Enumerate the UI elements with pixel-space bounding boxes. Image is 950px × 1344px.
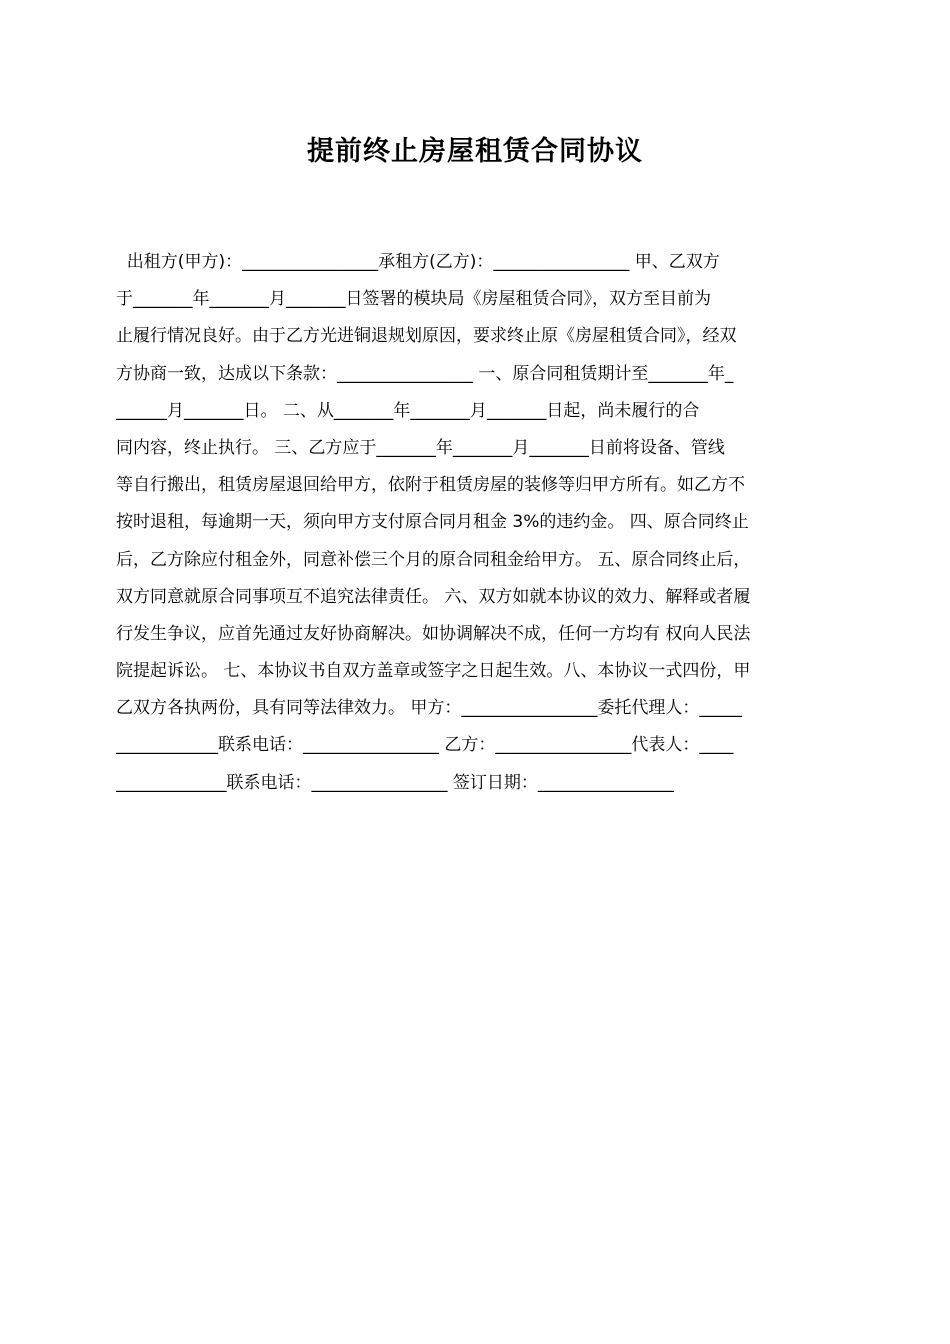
body-line-4: 方协商一致，达成以下条款：________________ 一、原合同租赁期计至_______年_ xyxy=(116,363,734,384)
body-line-3: 止履行情况良好。由于乙方光进铜退规划原因，要求终止原《房屋租赁合同》，经双 xyxy=(116,326,737,347)
body-line-9: 后，乙方除应付租金外，同意补偿三个月的原合同租金给甲方。 五、原合同终止后， xyxy=(116,549,751,570)
body-line-10: 双方同意就原合同事项互不追究法律责任。 六、双方如就本协议的效力、解释或者履 xyxy=(116,586,751,607)
body-line-11: 行发生争议，应首先通过友好协商解决。如协调解决不成，任何一方均有 权向人民法 xyxy=(116,623,751,644)
body-line-8: 按时退租，每逾期一天，须向甲方支付原合同月租金 3%的违约金。 四、原合同终止 xyxy=(116,512,749,533)
body-line-14: ____________联系电话：________________ 乙方：________________代表人：____ xyxy=(116,735,734,756)
document-title: 提前终止房屋租赁合同协议 xyxy=(307,136,643,167)
body-line-1: 出租方(甲方)：________________承租方(乙方)：________________ 甲、乙双方 xyxy=(116,252,720,272)
body-line-6: 同内容，终止执行。 三、乙方应于_______年_______月_______日前将设备、管线 xyxy=(116,437,725,458)
body-line-2: 于_______年_______月_______日签署的模块局《房屋租赁合同》，双方至目前为 xyxy=(116,289,711,310)
agreement-body xyxy=(116,244,836,802)
body-line-15: _____________联系电话：________________ 签订日期：________________ xyxy=(116,772,674,793)
body-line-7: 等自行搬出，租赁房屋退回给甲方，依附于租赁房屋的装修等归甲方所有。如乙方不 xyxy=(116,475,745,496)
body-line-5: ______月_______日。 二、从_______年_______月_______日起，尚未履行的合 xyxy=(116,400,700,421)
body-line-12: 院提起诉讼。 七、本协议书自双方盖章或签字之日起生效。八、本协议一式四份，甲 xyxy=(116,661,751,682)
body-line-13: 乙双方各执两份，具有同等法律效力。 甲方：________________委托代理人：_____ xyxy=(116,698,742,719)
